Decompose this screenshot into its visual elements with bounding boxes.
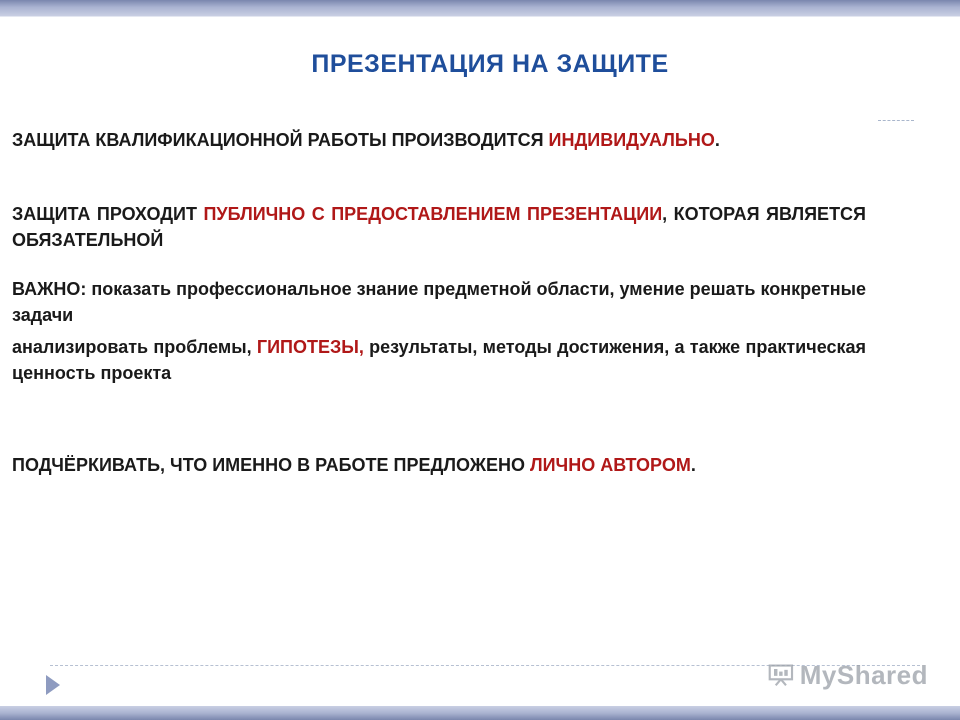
paragraph-text: . <box>690 455 696 475</box>
paragraph-text: , КОТОРАЯ ЯВЛЯЕТСЯ ОБЯЗАТЕЛЬНОЙ <box>12 204 866 250</box>
paragraph-important <box>12 276 866 328</box>
paragraph-individual-defense <box>12 127 866 153</box>
paragraph-analyze <box>12 334 866 386</box>
paragraph-text: результаты, методы достижения, а также практическая ценность проекта <box>12 337 866 383</box>
highlight-text: ЛИЧНО АВТОРОМ <box>529 455 691 475</box>
paragraph-text: . <box>714 130 720 150</box>
paragraph-text: ПОДЧЁРКИВАТЬ, ЧТО ИМЕННО В РАБОТЕ ПРЕДЛОЖЕНО <box>12 455 530 475</box>
watermark-logo <box>768 658 928 692</box>
highlight-text: ИНДИВИДУАЛЬНО <box>548 130 715 150</box>
slide-title: ПРЕЗЕНТАЦИЯ НА ЗАЩИТЕ <box>311 50 669 78</box>
paragraph-text: ЗАЩИТА КВАЛИФИКАЦИОННОЙ РАБОТЫ ПРОИЗВОДИТСЯ <box>12 130 549 150</box>
highlight-text: ПУБЛИЧНО С ПРЕДОСТАВЛЕНИЕМ ПРЕЗЕНТАЦИИ <box>203 204 663 224</box>
top-decor-bar <box>0 0 960 16</box>
chevron-right-icon <box>46 675 60 695</box>
watermark-text: MyShared <box>799 659 928 690</box>
paragraph-text: ВАЖНО: показать профессиональное знание предметной области, умение решать конкретные задачи <box>12 279 866 325</box>
top-divider <box>0 16 960 17</box>
highlight-text: ГИПОТЕЗЫ, <box>256 337 364 357</box>
paragraph-text: анализировать проблемы, <box>12 337 257 357</box>
bottom-decor-bar <box>0 706 960 720</box>
presentation-screen-icon <box>768 662 794 688</box>
paragraph-text: ЗАЩИТА ПРОХОДИТ <box>12 204 204 224</box>
paragraph-author-emphasis <box>12 452 866 478</box>
paragraph-public-defense <box>12 201 866 253</box>
decor-dash <box>878 120 914 121</box>
